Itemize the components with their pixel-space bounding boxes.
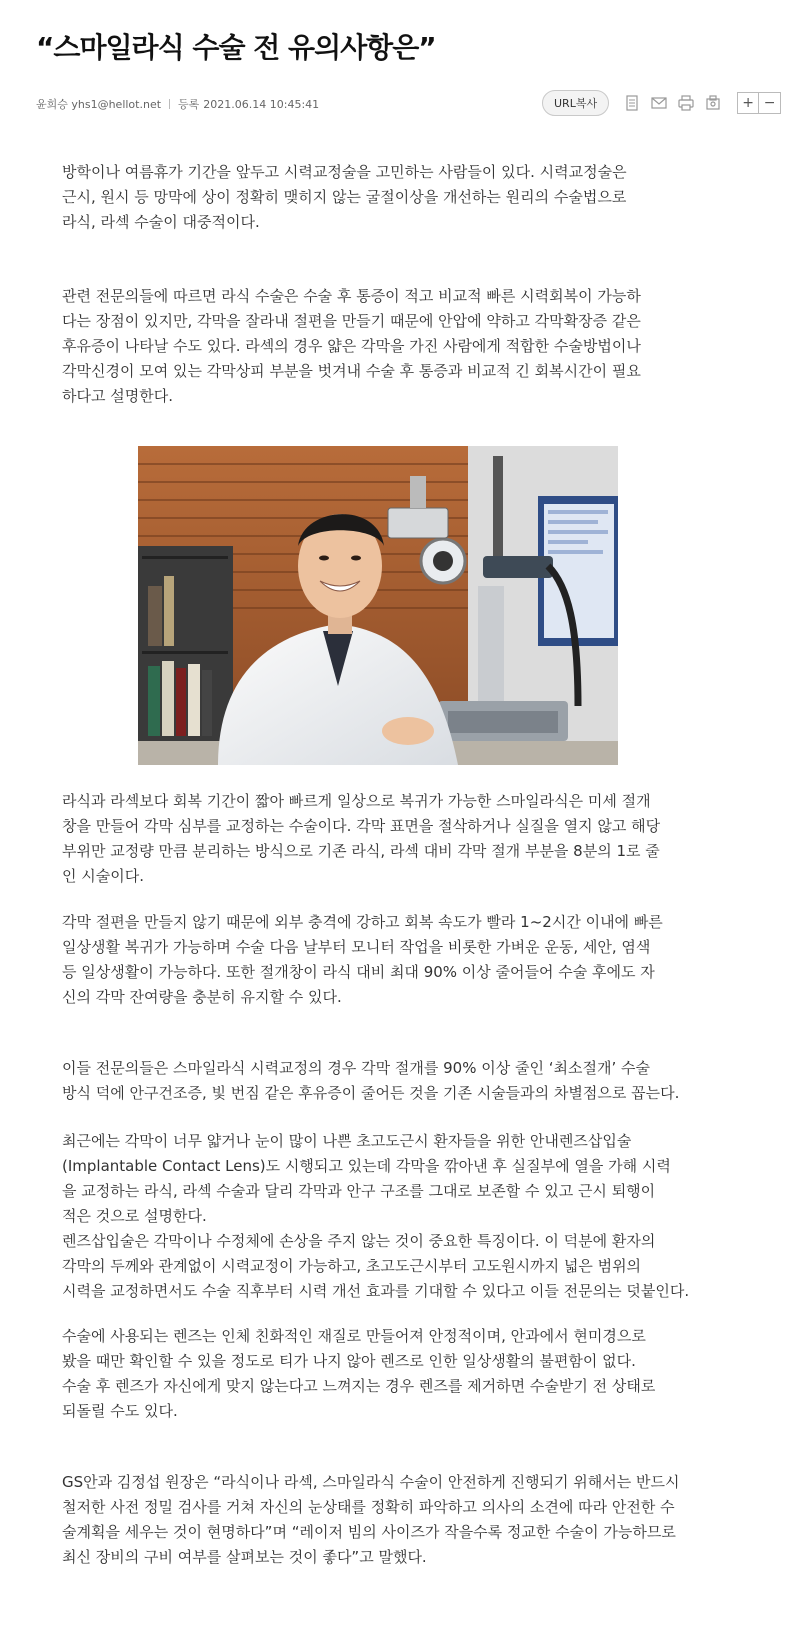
font-size-controls xyxy=(737,92,781,114)
article-photo xyxy=(138,446,618,765)
text-line: 시력을 교정하면서도 수술 직후부터 시력 개선 효과를 기대할 수 있다고 이들 전문의는 덧붙인다. xyxy=(62,1282,690,1300)
text-line: 다는 장점이 있지만, 각막을 잘라내 절편을 만들기 때문에 안압에 약하고 각막확장증 같은 xyxy=(62,312,641,330)
mail-icon[interactable] xyxy=(650,94,668,112)
font-decrease-button[interactable]: − xyxy=(759,92,781,114)
text-line: 이들 전문의들은 스마일라식 시력교정의 경우 각막 절개를 90% 이상 줄인 ‘최소절개’ 수술 xyxy=(62,1059,650,1077)
paragraph-5 xyxy=(62,1056,762,1106)
text-line: 하다고 설명한다. xyxy=(62,387,173,405)
text-line: 을 교정하는 라식, 라섹 수술과 달리 각막과 안구 구조를 그대로 보존할 수 있고 근시 퇴행이 xyxy=(62,1182,656,1200)
url-copy-button[interactable]: URL복사 xyxy=(542,90,609,116)
text-line: 라식과 라섹보다 회복 기간이 짧아 빠르게 일상으로 복귀가 가능한 스마일라식은 미세 절개 xyxy=(62,792,651,810)
text-line: 일상생활 복귀가 가능하며 수술 다음 날부터 모니터 작업을 비롯한 가벼운 운동, 세안, 염색 xyxy=(62,938,651,956)
article-meta xyxy=(36,96,319,112)
text-line: GS안과 김정섭 원장은 “라식이나 라섹, 스마일라식 수술이 안전하게 진행되기 위해서는 반드시 xyxy=(62,1473,680,1491)
text-line: 인 시술이다. xyxy=(62,867,144,885)
text-line: 방학이나 여름휴가 기간을 앞두고 시력교정술을 고민하는 사람들이 있다. 시력교정술은 xyxy=(62,163,627,181)
document-icon[interactable] xyxy=(623,94,641,112)
text-line: 적은 것으로 설명한다. xyxy=(62,1207,207,1225)
scrap-icon[interactable] xyxy=(704,94,722,112)
paragraph-8 xyxy=(62,1470,762,1570)
doctor-with-slit-lamp-image xyxy=(138,446,618,765)
paragraph-2 xyxy=(62,284,762,409)
text-line: 최신 장비의 구비 여부를 살펴보는 것이 좋다”고 말했다. xyxy=(62,1548,427,1566)
text-line: 각막신경이 모여 있는 각막상피 부분을 벗겨내 수술 후 통증과 비교적 긴 회복시간이 필요 xyxy=(62,362,641,380)
paragraph-4 xyxy=(62,910,762,1010)
paragraph-3 xyxy=(62,789,762,889)
paragraph-6 xyxy=(62,1129,762,1304)
text-line: 라식, 라섹 수술이 대중적이다. xyxy=(62,213,260,231)
author-info: 윤희승 yhs1@hellot.net xyxy=(36,98,162,111)
text-line: 수술에 사용되는 렌즈는 인체 친화적인 재질로 만들어져 안정적이며, 안과에서 현미경으로 xyxy=(62,1327,646,1345)
text-line: 각막의 두께와 관계없이 시력교정이 가능하고, 초고도근시부터 고도원시까지 넓은 범위의 xyxy=(62,1257,642,1275)
text-line: 관련 전문의들에 따르면 라식 수술은 수술 후 통증이 적고 비교적 빠른 시력회복이 가능하 xyxy=(62,287,641,305)
text-line: 수술 후 렌즈가 자신에게 맞지 않는다고 느껴지는 경우 렌즈를 제거하면 수술받기 전 상태로 xyxy=(62,1377,656,1395)
text-line: 부위만 교정량 만큼 분리하는 방식으로 기존 라식, 라섹 대비 각막 절개 부분을 8분의 1로 줄 xyxy=(62,842,660,860)
print-icon[interactable] xyxy=(677,94,695,112)
article-toolbar xyxy=(542,90,781,116)
text-line: 등 일상생활이 가능하다. 또한 절개창이 라식 대비 최대 90% 이상 줄어들어 수술 후에도 자 xyxy=(62,963,655,981)
text-line: 신의 각막 잔여량을 충분히 유지할 수 있다. xyxy=(62,988,342,1006)
paragraph-1 xyxy=(62,160,762,235)
text-line: 봤을 때만 확인할 수 있을 정도로 티가 나지 않아 렌즈로 인한 일상생활의 불편함이 없다. xyxy=(62,1352,636,1370)
text-line: 되돌릴 수도 있다. xyxy=(62,1402,178,1420)
text-line: 창을 만들어 각막 심부를 교정하는 수술이다. 각막 표면을 절삭하거나 실질을 열지 않고 해당 xyxy=(62,817,661,835)
text-line: 근시, 원시 등 망막에 상이 정확히 맺히지 않는 굴절이상을 개선하는 원리의 수술법으로 xyxy=(62,188,627,206)
article-title: “스마일라식 수술 전 유의사항은” xyxy=(36,31,436,64)
text-line: 렌즈삽입술은 각막이나 수정체에 손상을 주지 않는 것이 중요한 특징이다. 이 덕분에 환자의 xyxy=(62,1232,656,1250)
font-increase-button[interactable]: + xyxy=(737,92,759,114)
text-line: (Implantable Contact Lens)도 시행되고 있는데 각막을 깎아낸 후 실질부에 열을 가해 시력 xyxy=(62,1157,671,1175)
text-line: 각막 절편을 만들지 않기 때문에 외부 충격에 강하고 회복 속도가 빨라 1~2시간 이내에 빠른 xyxy=(62,913,663,931)
registered-label: 등록 xyxy=(178,98,200,111)
text-line: 최근에는 각막이 너무 얇거나 눈이 많이 나쁜 초고도근시 환자들을 위한 안내렌즈삽입술 xyxy=(62,1132,632,1150)
text-line: 술계획을 세우는 것이 현명하다”며 “레이저 빔의 사이즈가 작을수록 정교한 수술이 가능하므로 xyxy=(62,1523,676,1541)
paragraph-7 xyxy=(62,1324,762,1424)
meta-divider xyxy=(169,99,170,109)
text-line: 방식 덕에 안구건조증, 빛 번짐 같은 후유증이 줄어든 것을 기존 시술들과의 차별점으로 꼽는다. xyxy=(62,1084,680,1102)
text-line: 후유증이 나타날 수도 있다. 라섹의 경우 얇은 각막을 가진 사람에게 적합한 수술방법이나 xyxy=(62,337,641,355)
text-line: 철저한 사전 정밀 검사를 거쳐 자신의 눈상태를 정확히 파악하고 의사의 소견에 따라 안전한 수 xyxy=(62,1498,675,1516)
registered-date: 2021.06.14 10:45:41 xyxy=(203,97,320,111)
